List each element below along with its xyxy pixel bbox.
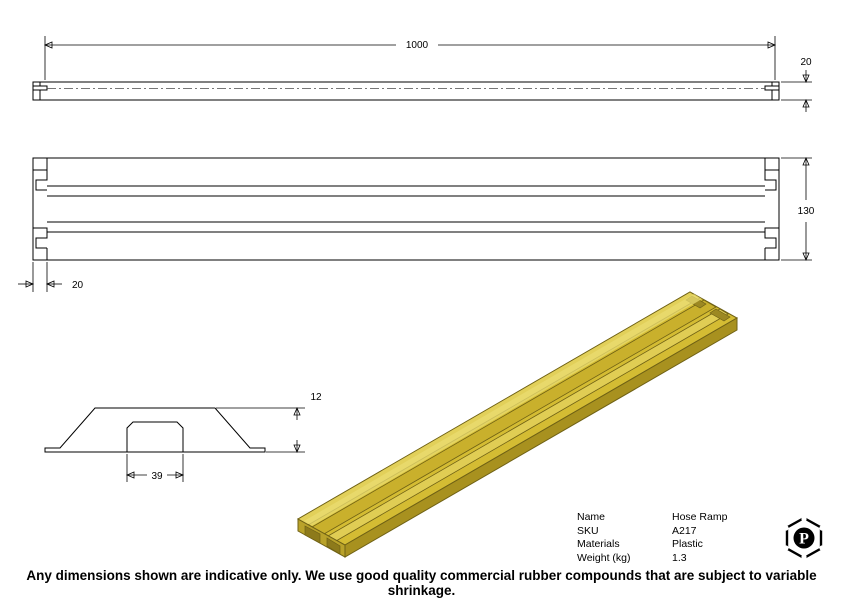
dimension-edge-offset-20: [18, 262, 84, 292]
side-elevation-view: [33, 82, 779, 100]
spec-value-name: Hose Ramp: [672, 511, 728, 523]
spec-row: [577, 511, 792, 525]
dimension-channel-width-39: [127, 454, 183, 482]
spec-value-weight: 1.3: [672, 551, 687, 564]
dimension-profile-height-12: [216, 392, 322, 452]
footer-disclaimer: Any dimensions shown are indicative only. We use good quality commercial rubber compounds that are subject to variable shrinkage.: [26, 568, 817, 598]
dim-side-height-text: 20: [800, 57, 812, 68]
dim-profile-height-text: 12: [310, 392, 322, 403]
logo-letter: P: [799, 530, 809, 548]
plan-view: [33, 158, 779, 260]
dim-edge-offset-text: 20: [72, 280, 84, 291]
spec-row: [577, 525, 792, 539]
spec-label-sku: SKU: [577, 524, 599, 537]
dimension-length-1000: [45, 36, 775, 80]
hexagon-logo: [782, 516, 826, 560]
dim-width-text: 130: [797, 206, 815, 217]
spec-value-materials: Plastic: [672, 538, 703, 551]
spec-value-sku: A217: [672, 524, 697, 537]
dim-channel-width-text: 39: [151, 471, 163, 482]
spec-row: [577, 552, 792, 566]
hexagon-logo-svg: [782, 516, 826, 560]
spec-label-weight: Weight (kg): [577, 551, 631, 564]
spec-row: [577, 538, 792, 552]
dim-length-text: 1000: [405, 40, 429, 51]
dimension-height-20: [781, 57, 812, 112]
spec-table: [577, 511, 792, 565]
cross-section-profile: [45, 408, 265, 452]
dimension-width-130: [781, 158, 818, 260]
spec-label-name: Name: [577, 511, 606, 523]
spec-label-materials: Materials: [577, 538, 620, 551]
